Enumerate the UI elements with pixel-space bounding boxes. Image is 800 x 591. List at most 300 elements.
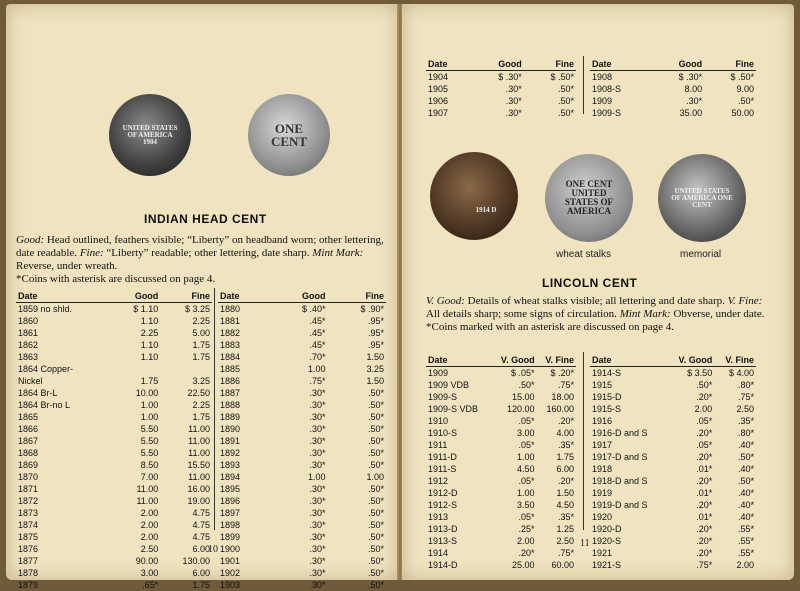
table-row <box>16 543 212 555</box>
cell-fine: 11.00 <box>160 423 212 435</box>
cell-fine: .55* <box>714 547 756 559</box>
cell-date: 1909-S <box>426 391 491 403</box>
indian-head-obverse-coin <box>109 94 191 176</box>
cell-good: .05* <box>491 511 536 523</box>
cell-good: .30* <box>269 567 327 579</box>
cell-good: 2.50 <box>113 543 161 555</box>
table-row <box>590 415 756 427</box>
cell-good: 3.00 <box>113 567 161 579</box>
desc-fine-text: “Liberty” readable; other lettering, date sharp. <box>104 247 313 259</box>
cell-date: 1864 Br-no L <box>16 399 113 411</box>
cell-good: 1.10 <box>113 339 161 351</box>
cell-date: 1887 <box>218 387 269 399</box>
table-row <box>590 499 756 511</box>
cell-good: .75* <box>666 559 714 571</box>
table-row <box>590 403 756 415</box>
cell-date: 1909-S <box>590 107 652 119</box>
cell-fine: .95* <box>328 327 387 339</box>
cell-good: .20* <box>666 451 714 463</box>
table-row <box>590 427 756 439</box>
cell-date: 1873 <box>16 507 113 519</box>
cell-good: .30* <box>472 95 524 107</box>
cell-date: 1921-S <box>590 559 666 571</box>
cell-fine: .80* <box>714 427 756 439</box>
col-date-header: Date <box>590 353 666 367</box>
cell-date: 1913-S <box>426 535 491 547</box>
cell-date: 1910-S <box>426 427 491 439</box>
column-divider <box>214 288 215 530</box>
cell-good: 1.00 <box>491 487 536 499</box>
cell-fine: .50* <box>524 95 576 107</box>
cell-fine: .40* <box>714 499 756 511</box>
cell-fine: 1.25 <box>537 523 576 535</box>
cell-date: 1875 <box>16 531 113 543</box>
cell-date: 1891 <box>218 435 269 447</box>
cell-date: 1909 <box>590 95 652 107</box>
cell-fine: .50* <box>328 543 387 555</box>
cell-date: 1913 <box>426 511 491 523</box>
table-body <box>426 71 576 120</box>
cell-fine: 1.75 <box>160 351 212 363</box>
cell-date: 1913-D <box>426 523 491 535</box>
cell-fine: .35* <box>714 415 756 427</box>
cell-fine: 2.25 <box>160 315 212 327</box>
cell-fine: .40* <box>714 439 756 451</box>
cell-date: 1914-S <box>590 367 666 380</box>
cell-date: 1864 Br-L <box>16 387 113 399</box>
cell-good: 11.00 <box>113 483 161 495</box>
cell-fine: .80* <box>714 379 756 391</box>
cell-date: 1895 <box>218 483 269 495</box>
cell-fine: .75* <box>537 379 576 391</box>
cell-good: .20* <box>666 499 714 511</box>
table-row <box>218 531 386 543</box>
table-row <box>590 463 756 475</box>
table-row <box>218 471 386 483</box>
cell-date: 1861 <box>16 327 113 339</box>
table-row <box>590 379 756 391</box>
cell-date: 1882 <box>218 327 269 339</box>
cell-fine: $ .90* <box>328 303 387 316</box>
cell-fine: 11.00 <box>160 471 212 483</box>
cell-date: 1859 no shld. <box>16 303 113 316</box>
table-row <box>16 435 212 447</box>
table-row <box>590 535 756 547</box>
cell-date: 1908-S <box>590 83 652 95</box>
table-row <box>218 435 386 447</box>
table-row <box>590 391 756 403</box>
table-row <box>16 375 212 387</box>
cell-fine: 2.50 <box>714 403 756 415</box>
cell-good: .30* <box>472 107 524 119</box>
cell-fine: 1.50 <box>328 375 387 387</box>
table-row <box>218 543 386 555</box>
desc-vgood-text: Details of wheat stalks visible; all lettering and date sharp. <box>465 295 728 307</box>
cell-good: .20* <box>666 523 714 535</box>
cell-good: .45* <box>269 339 327 351</box>
cell-good: .30* <box>269 387 327 399</box>
cell-fine: 130.00 <box>160 555 212 567</box>
cell-good: $ 1.10 <box>113 303 161 316</box>
table-row <box>218 567 386 579</box>
table-row <box>218 447 386 459</box>
price-table-left-2 <box>218 289 386 591</box>
table-row <box>16 423 212 435</box>
cell-fine: 9.00 <box>704 83 756 95</box>
col-vfine-header: V. Fine <box>537 353 576 367</box>
col-fine-header: Fine <box>328 289 387 303</box>
cell-date: 1909 VDB <box>426 379 491 391</box>
caption-memorial: memorial <box>680 249 721 260</box>
table-row <box>218 351 386 363</box>
cell-good: 1.10 <box>113 315 161 327</box>
cell-fine: .50* <box>328 399 387 411</box>
cell-fine: .50* <box>328 411 387 423</box>
cell-good: .30* <box>652 95 704 107</box>
cell-good: 2.00 <box>113 531 161 543</box>
cell-date: 1915 <box>590 379 666 391</box>
cell-date: 1905 <box>426 83 472 95</box>
cell-good: 2.00 <box>113 507 161 519</box>
cell-good: .01* <box>666 511 714 523</box>
cell-fine: 1.75 <box>537 451 576 463</box>
cell-date: 1872 <box>16 495 113 507</box>
cell-date: 1876 <box>16 543 113 555</box>
cell-date: 1906 <box>426 95 472 107</box>
table-row <box>218 327 386 339</box>
cell-fine: .50* <box>714 475 756 487</box>
cell-fine: 19.00 <box>160 495 212 507</box>
table-row <box>590 95 756 107</box>
cell-date: 1901 <box>218 555 269 567</box>
coin-obverse-text: UNITED STATES OF AMERICA 1904 <box>120 125 180 146</box>
cell-good: .20* <box>666 427 714 439</box>
cell-good: .30* <box>269 423 327 435</box>
col-fine-header: Fine <box>524 57 576 71</box>
table-row <box>16 555 212 567</box>
cell-good: .05* <box>491 439 536 451</box>
table-row <box>426 463 576 475</box>
table-row <box>426 523 576 535</box>
cell-fine: $ .50* <box>704 71 756 84</box>
cell-good: 8.50 <box>113 459 161 471</box>
cell-good: 2.00 <box>491 535 536 547</box>
cell-fine: .50* <box>328 387 387 399</box>
cell-date: 1888 <box>218 399 269 411</box>
description <box>426 295 772 334</box>
cell-date: 1903 <box>218 579 269 591</box>
desc-good-label: Good: <box>16 234 44 246</box>
cell-date: 1920-S <box>590 535 666 547</box>
cell-good: .30* <box>269 435 327 447</box>
cell-fine: .20* <box>537 475 576 487</box>
table-row <box>218 423 386 435</box>
table-row <box>426 535 576 547</box>
table-row <box>590 107 756 119</box>
table-row <box>590 83 756 95</box>
cell-date: 1912-D <box>426 487 491 499</box>
table-row <box>590 523 756 535</box>
cell-date: 1911 <box>426 439 491 451</box>
cell-good: $ .05* <box>491 367 536 380</box>
table-body <box>590 367 756 572</box>
desc-vfine-text: All details sharp; some signs of circulation. <box>426 308 620 320</box>
left-page <box>6 4 398 580</box>
cell-good: .05* <box>666 415 714 427</box>
cell-good: .30* <box>269 411 327 423</box>
table-row <box>16 483 212 495</box>
cell-date: 1877 <box>16 555 113 567</box>
table-row <box>426 487 576 499</box>
table-row <box>426 511 576 523</box>
page-title: INDIAN HEAD CENT <box>144 212 267 226</box>
cell-fine: .50* <box>328 447 387 459</box>
cell-date: 1865 <box>16 411 113 423</box>
table-row <box>426 451 576 463</box>
desc-vgood-label: V. Good: <box>426 295 465 307</box>
cell-fine: .40* <box>714 487 756 499</box>
table-row <box>16 579 212 591</box>
cell-fine: .55* <box>714 523 756 535</box>
cell-fine: .50* <box>524 107 576 119</box>
cell-fine: $ 3.25 <box>160 303 212 316</box>
column-divider <box>583 56 584 114</box>
desc-good-text: Head outlined, feathers visible; “Liberty” on headband worn; other lettering, date readable. <box>16 234 384 259</box>
cell-fine: .75* <box>714 391 756 403</box>
cell-date: 1904 <box>426 71 472 84</box>
table-row <box>218 363 386 375</box>
cell-fine: $ .50* <box>524 71 576 84</box>
cell-date: 1920 <box>590 511 666 523</box>
coin-wheat-text: ONE CENT UNITED STATES OF AMERICA <box>563 180 615 216</box>
indian-head-reverse-coin <box>248 94 330 176</box>
table-row <box>16 327 212 339</box>
price-table-right-1 <box>426 353 576 571</box>
table-body <box>426 367 576 572</box>
table-row <box>16 363 212 375</box>
cell-good: .30* <box>269 519 327 531</box>
cell-date: 1910 <box>426 415 491 427</box>
table-row <box>590 451 756 463</box>
cell-fine: .50* <box>524 83 576 95</box>
cell-good: .20* <box>666 547 714 559</box>
cell-date: 1864 Copper- <box>16 363 113 375</box>
cell-date: 1884 <box>218 351 269 363</box>
cell-date: 1907 <box>426 107 472 119</box>
table-row <box>426 107 576 119</box>
table-row <box>218 411 386 423</box>
cell-fine: 4.75 <box>160 507 212 519</box>
cell-date: 1920-D <box>590 523 666 535</box>
cell-good: .01* <box>666 487 714 499</box>
cell-good: .45* <box>269 327 327 339</box>
cell-good <box>113 363 161 375</box>
cell-fine: .35* <box>537 439 576 451</box>
cell-date: 1892 <box>218 447 269 459</box>
table-row <box>16 567 212 579</box>
cell-date: Nickel <box>16 375 113 387</box>
cell-fine: 1.00 <box>328 471 387 483</box>
cell-good: 1.00 <box>269 363 327 375</box>
cell-date: 1879 <box>16 579 113 591</box>
table-body <box>16 303 212 591</box>
description <box>16 234 384 286</box>
cell-good: 1.00 <box>113 411 161 423</box>
table-row <box>16 315 212 327</box>
cell-fine: .20* <box>537 415 576 427</box>
cell-fine: 6.00 <box>537 463 576 475</box>
cell-date: 1896 <box>218 495 269 507</box>
cell-good: 90.00 <box>113 555 161 567</box>
cell-good: .50* <box>491 379 536 391</box>
cell-good: 5.50 <box>113 447 161 459</box>
cell-good: 2.25 <box>113 327 161 339</box>
table-row <box>218 495 386 507</box>
cell-date: 1914-D <box>426 559 491 571</box>
cell-fine: .55* <box>714 535 756 547</box>
cell-fine: .95* <box>328 315 387 327</box>
table-row <box>218 579 386 591</box>
cell-fine: .50* <box>328 435 387 447</box>
cell-fine: 50.00 <box>704 107 756 119</box>
cell-date: 1880 <box>218 303 269 316</box>
cell-fine: .50* <box>328 459 387 471</box>
cell-good: .70* <box>269 351 327 363</box>
cell-date: 1912 <box>426 475 491 487</box>
table-row <box>16 411 212 423</box>
cell-good: $ .30* <box>652 71 704 84</box>
cell-good: 15.00 <box>491 391 536 403</box>
cell-fine: $ .20* <box>537 367 576 380</box>
cell-good: .30* <box>269 495 327 507</box>
table-row <box>426 415 576 427</box>
table-row <box>426 439 576 451</box>
cell-good: .30* <box>269 543 327 555</box>
cell-fine: 1.50 <box>537 487 576 499</box>
cell-fine: .50* <box>714 451 756 463</box>
cell-date: 1909 <box>426 367 491 380</box>
cell-fine: 2.25 <box>160 399 212 411</box>
cell-date: 1867 <box>16 435 113 447</box>
table-row <box>218 339 386 351</box>
cell-date: 1883 <box>218 339 269 351</box>
cell-date: 1911-S <box>426 463 491 475</box>
cell-fine: 11.00 <box>160 447 212 459</box>
table-row <box>16 495 212 507</box>
cell-fine: 15.50 <box>160 459 212 471</box>
right-page <box>402 4 794 580</box>
table-row <box>16 507 212 519</box>
cell-date: 1870 <box>16 471 113 483</box>
cell-date: 1869 <box>16 459 113 471</box>
cell-date: 1914 <box>426 547 491 559</box>
cell-good: .30* <box>269 579 327 591</box>
cell-date: 1915-D <box>590 391 666 403</box>
table-row <box>16 531 212 543</box>
cell-good: 2.00 <box>113 519 161 531</box>
cell-fine: .50* <box>328 483 387 495</box>
cell-good: .05* <box>666 439 714 451</box>
table-row <box>218 315 386 327</box>
cell-date: 1860 <box>16 315 113 327</box>
cell-good: .20* <box>666 475 714 487</box>
cell-fine: 3.25 <box>160 375 212 387</box>
cell-good: .30* <box>269 507 327 519</box>
table-row <box>426 547 576 559</box>
col-date-header: Date <box>218 289 269 303</box>
cell-fine: 4.75 <box>160 519 212 531</box>
cell-date: 1911-D <box>426 451 491 463</box>
table-row <box>590 439 756 451</box>
cell-good: .01* <box>666 463 714 475</box>
table-body <box>218 303 386 591</box>
cell-date: 1881 <box>218 315 269 327</box>
price-table-right-2 <box>590 353 756 571</box>
coin-obverse-text: 1914 D <box>476 207 497 214</box>
table-row <box>426 367 576 380</box>
desc-note: *Coins with asterisk are discussed on page 4. <box>16 273 215 285</box>
cell-date: 1894 <box>218 471 269 483</box>
cell-date: 1921 <box>590 547 666 559</box>
cell-date: 1889 <box>218 411 269 423</box>
cell-good: .20* <box>666 391 714 403</box>
table-row <box>16 339 212 351</box>
cell-date: 1916-D and S <box>590 427 666 439</box>
cell-fine: 4.50 <box>537 499 576 511</box>
cell-good: 11.00 <box>113 495 161 507</box>
cell-good: 25.00 <box>491 559 536 571</box>
table-row <box>590 547 756 559</box>
desc-vfine-label: V. Fine: <box>728 295 763 307</box>
table-row <box>218 459 386 471</box>
table-row <box>426 379 576 391</box>
cell-good: 1.00 <box>269 471 327 483</box>
col-fine-header: Fine <box>704 57 756 71</box>
cell-fine: .50* <box>328 495 387 507</box>
cell-fine: .50* <box>704 95 756 107</box>
col-good-header: Good <box>269 289 327 303</box>
cell-date: 1886 <box>218 375 269 387</box>
cell-date: 1885 <box>218 363 269 375</box>
cell-fine: 60.00 <box>537 559 576 571</box>
col-good-header: Good <box>652 57 704 71</box>
desc-mint-label: Mint Mark: <box>312 247 363 259</box>
table-row <box>590 511 756 523</box>
table-row <box>218 303 386 316</box>
desc-mint-label: Mint Mark: <box>620 308 671 320</box>
cell-fine: $ 4.00 <box>714 367 756 380</box>
cell-fine: 4.00 <box>537 427 576 439</box>
cell-fine: 18.00 <box>537 391 576 403</box>
cell-date: 1900 <box>218 543 269 555</box>
cell-good: .30* <box>472 83 524 95</box>
cell-fine: .50* <box>328 507 387 519</box>
cell-good: 7.00 <box>113 471 161 483</box>
cell-good: .30* <box>269 459 327 471</box>
cell-date: 1878 <box>16 567 113 579</box>
table-row <box>218 507 386 519</box>
desc-mint-text: Reverse, under wreath. <box>16 260 117 272</box>
table-row <box>16 447 212 459</box>
cell-date: 1899 <box>218 531 269 543</box>
table-row <box>426 83 576 95</box>
coin-reverse-text: ONE CENT <box>269 122 309 148</box>
cell-fine: 2.00 <box>714 559 756 571</box>
desc-fine-label: Fine: <box>80 247 104 259</box>
cell-good: 5.50 <box>113 423 161 435</box>
cell-date: 1868 <box>16 447 113 459</box>
cell-fine: 2.50 <box>537 535 576 547</box>
